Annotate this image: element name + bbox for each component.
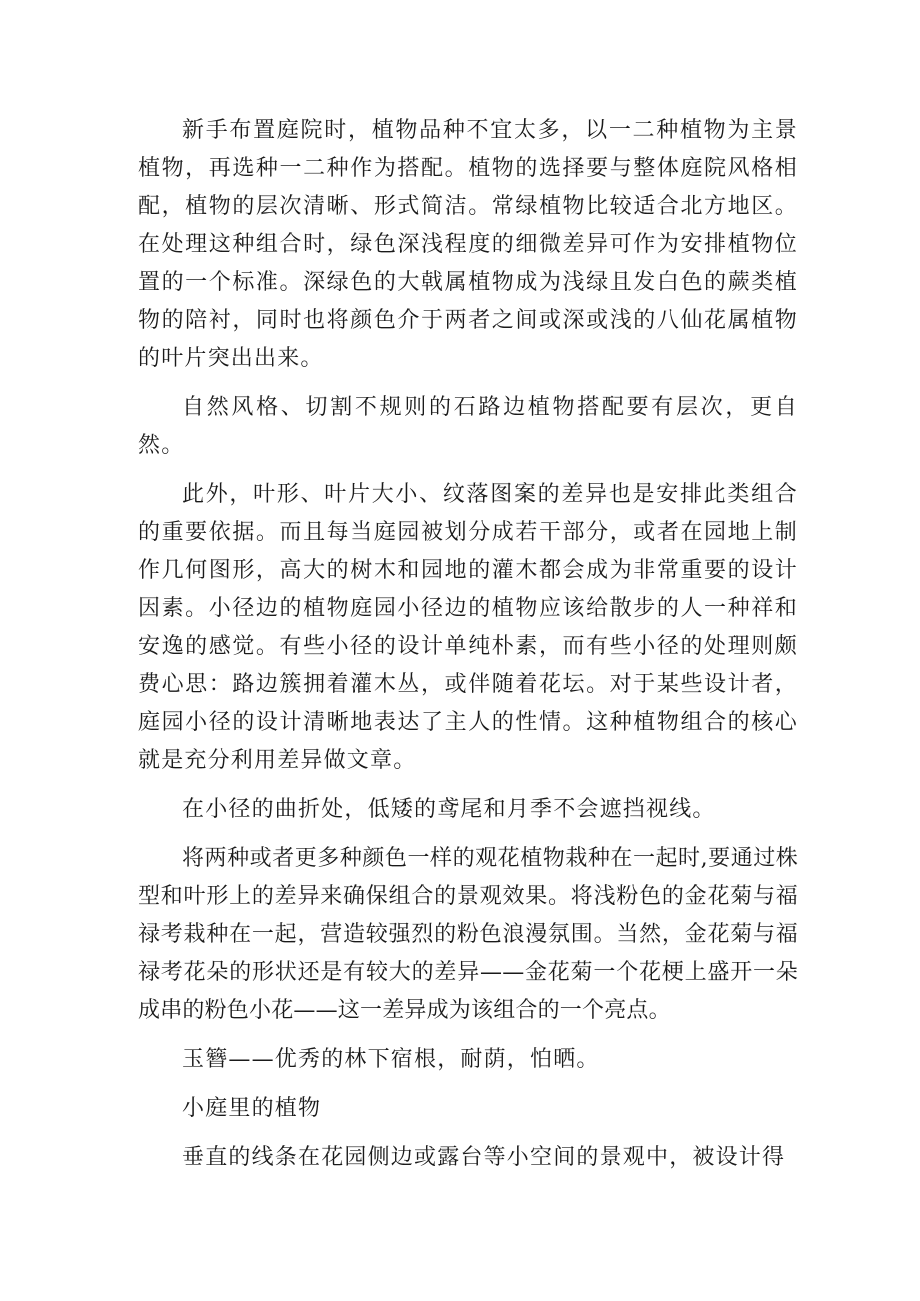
document-body — [138, 112, 798, 1188]
paragraph-hosta: 玉簪——优秀的林下宿根，耐荫，怕晒。 — [182, 1047, 600, 1072]
paragraph-same-color-flowers: 将两种或者更多种颜色一样的观花植物栽种在一起时,要通过株型和叶形上的差异来确保组合的景观效果。将浅粉色的金花菊与福禄考栽种在一起，营造较强烈的粉色浪漫氛围。当然，金花菊与福禄考花朵的形状还是有较大的差异——金花菊一个花梗上盛开一朵成串的粉色小花——这一差异成为该组合的一个亮点。 — [138, 846, 798, 1023]
paragraph-stone-path: 自然风格、切割不规则的石路边植物搭配要有层次，更自然。 — [138, 395, 798, 458]
paragraph-leaf-differences: 此外，叶形、叶片大小、纹落图案的差异也是安排此类组合的重要依据。而且每当庭园被划分成若干部分，或者在园地上制作几何图形，高大的树木和园地的灌木都会成为非常重要的设计因素。小径边的植物庭园小径边的植物应该给散步的人一种祥和安逸的感觉。有些小径的设计单纯朴素，而有些小径的处理则颇费心思：路边簇拥着灌木丛，或伴随着花坛。对于某些设计者，庭园小径的设计清晰地表达了主人的性情。这种植物组合的核心就是充分利用差异做文章。 — [138, 482, 798, 773]
paragraph-plant-selection: 新手布置庭院时，植物品种不宜太多，以一二种植物为主景植物，再选种一二种作为搭配。植物的选择要与整体庭院风格相配，植物的层次清晰、形式简洁。常绿植物比较适合北方地区。在处理这种组合时，绿色深浅程度的细微差异可作为安排植物位置的一个标准。深绿色的大戟属植物成为浅绿且发白色的蕨类植物的陪衬，同时也将颜色介于两者之间或深或浅的八仙花属植物的叶片突出出来。 — [138, 118, 798, 371]
section-heading-small-garden: 小庭里的植物 — [182, 1096, 322, 1121]
paragraph-vertical-lines: 垂直的线条在花园侧边或露台等小空间的景观中，被设计得 — [182, 1145, 786, 1170]
paragraph-path-corner: 在小径的曲折处，低矮的鸢尾和月季不会遮挡视线。 — [182, 797, 716, 822]
